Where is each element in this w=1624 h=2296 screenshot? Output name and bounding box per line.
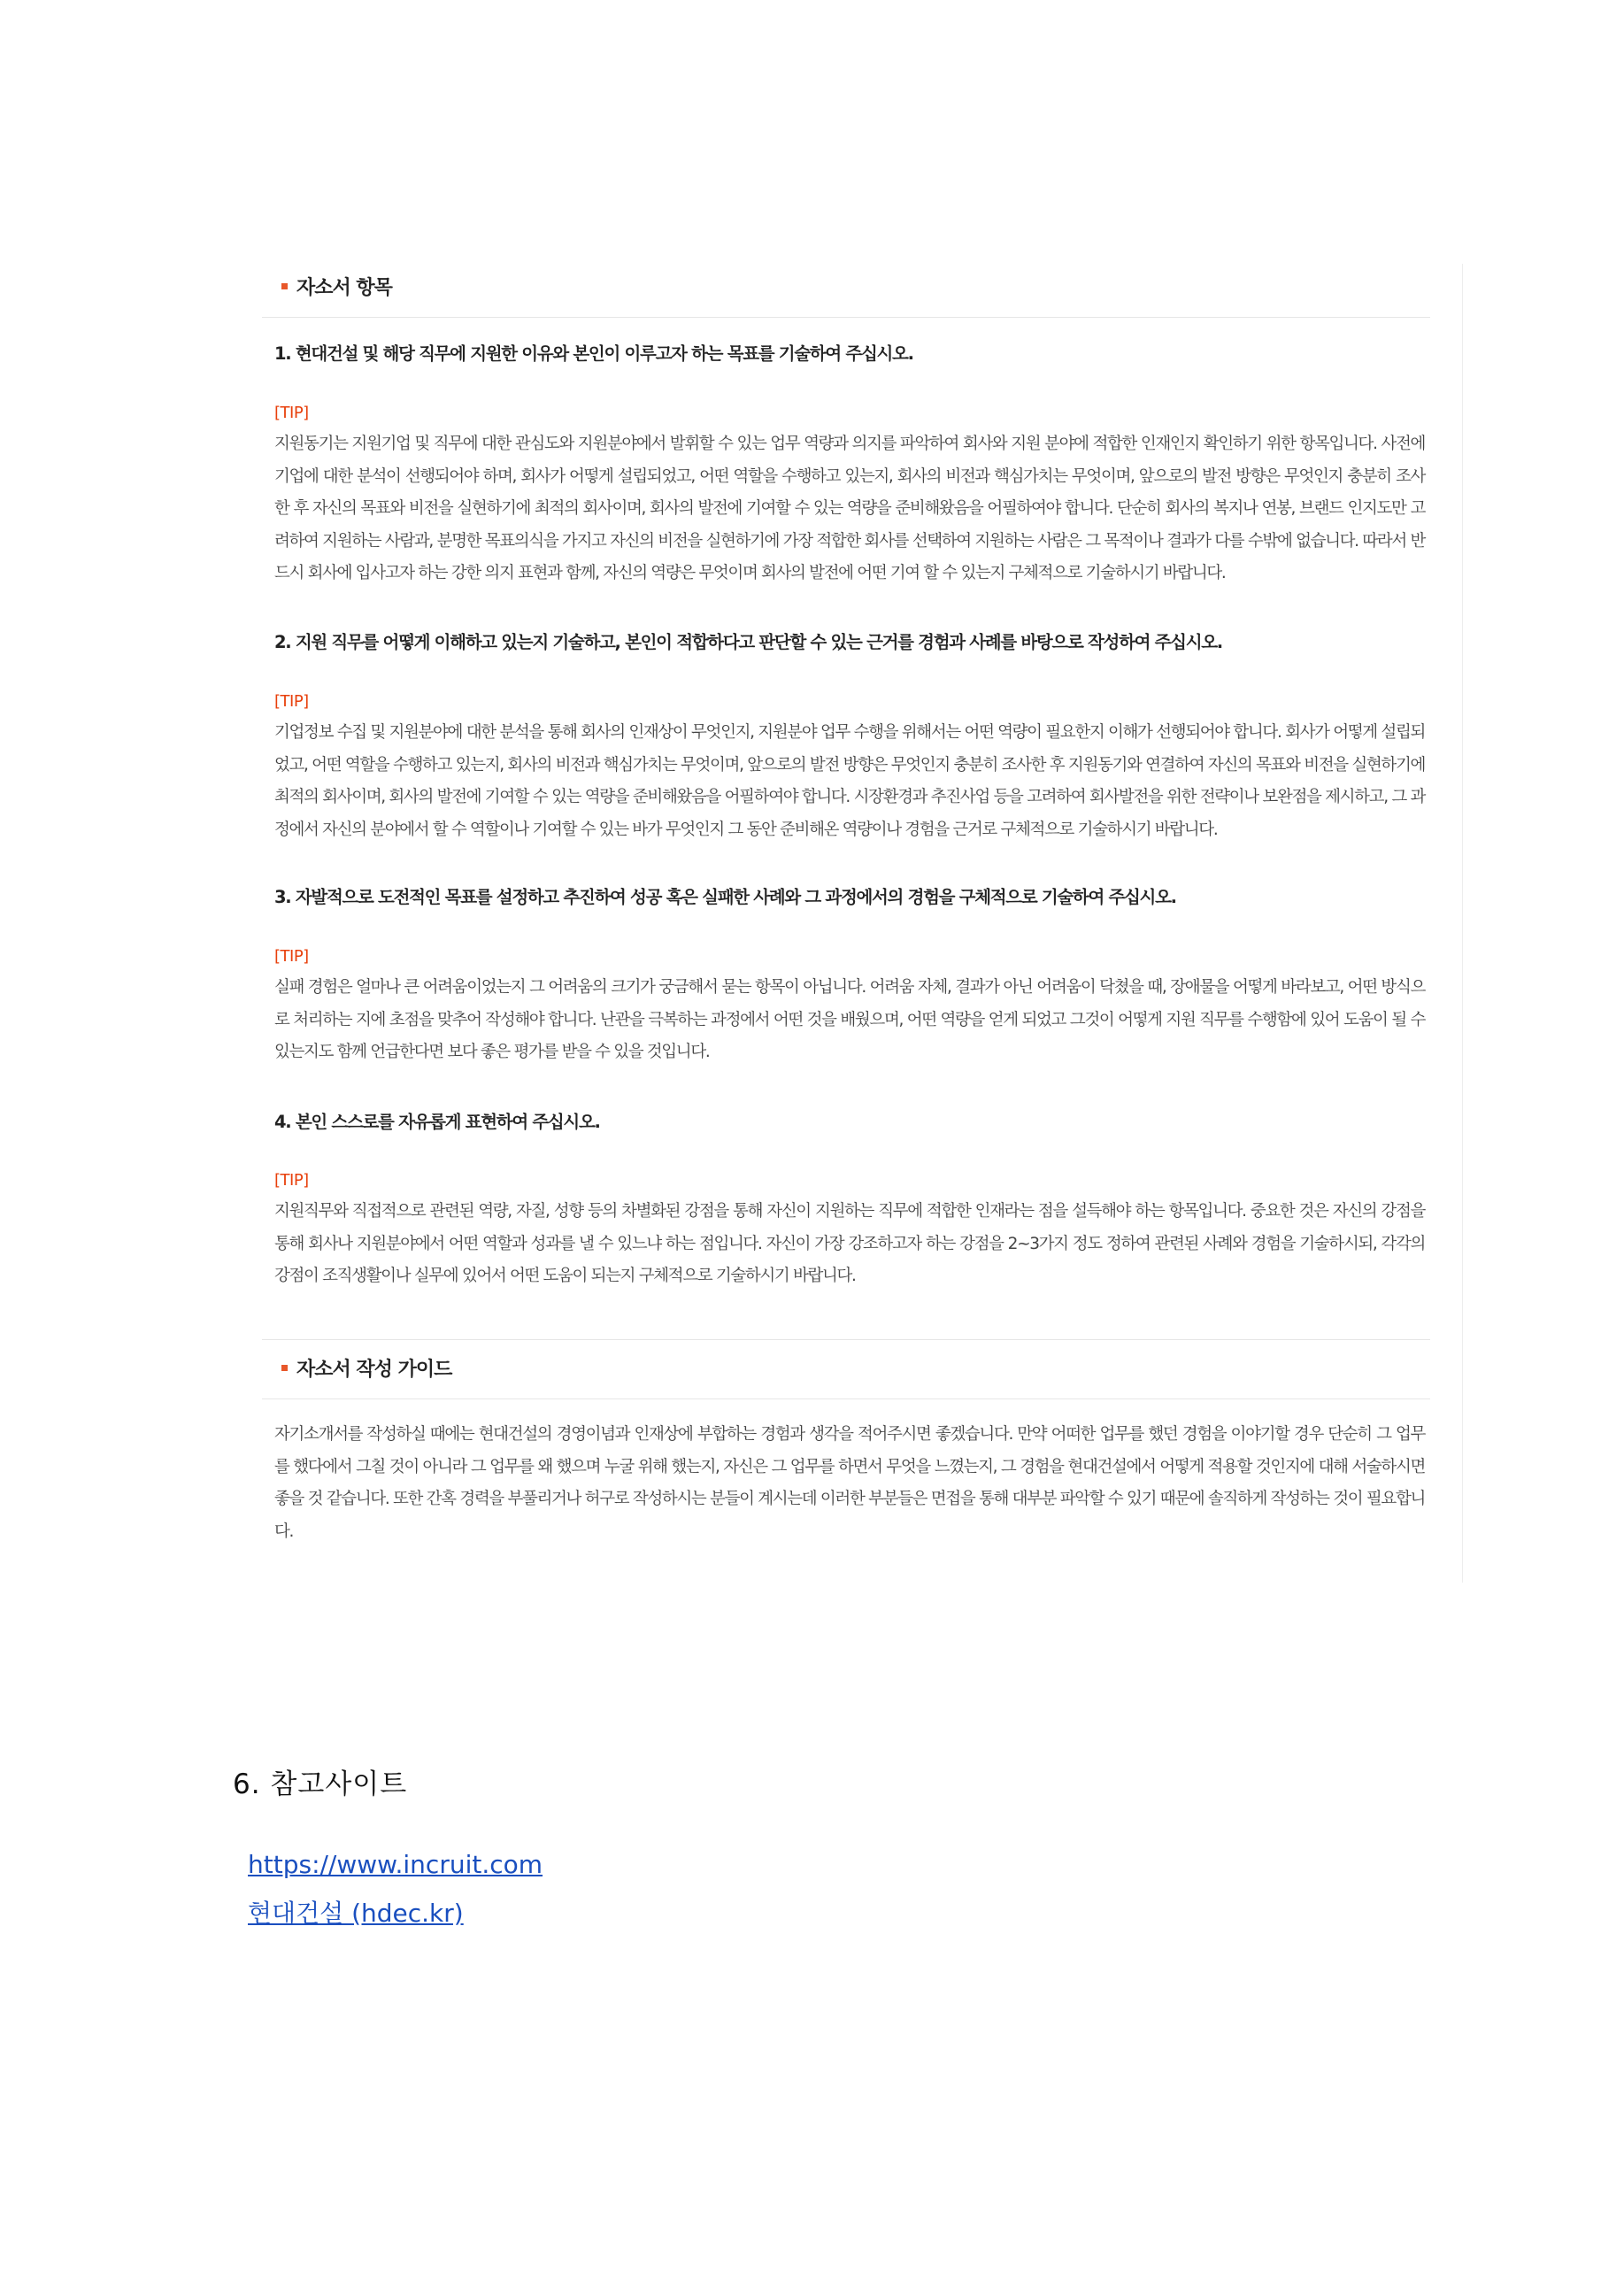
tip-text-1: 지원동기는 지원기업 및 직무에 대한 관심도와 지원분야에서 발휘할 수 있는 업무 역량과 의지를 파악하여 회사와 지원 분야에 적합한 인재인지 확인하기 위한 항목입니다. 사전에 기업에 대한 분석이 선행되어야 하며, 회사가 어떻게 설립되었고, 어떤 역할을 수행하고 있는지, 회사의 비전과 핵심가치는 무엇이며, 앞으로의 발전 방향은 무엇인지 충분히 조사한 후 자신의 목표와 비전을 실현하기에 최적의 회사이며, 회사의 발전에 기여할 수 있는 역량을 준비해왔음을 어필하여야 합니다. 단순히 회사의 복지나 연봉, 브랜드 인지도만 고려하여 지원하는 사람과, 분명한 목표의식을 가지고 자신의 비전을 실현하기에 가장 적합한 회사를 선택하여 지원하는 사람은 그 목적이나 결과가 다를 수밖에 없습니다. 따라서 반드시 회사에 입사고자 하는 강한 의지 표현과 함께, 자신의 역량은 무엇이며 회사의 발전에 어떤 기여 할 수 있는지 구체적으로 기술하시기 바랍니다. — [274, 435, 1425, 582]
question-3: 3. 자발적으로 도전적인 목표를 설정하고 추진하여 성공 혹은 실패한 사례와 그 과정에서의 경험을 구체적으로 기술하여 주십시오. — [274, 887, 1176, 907]
tip-text-2: 기업정보 수집 및 지원분야에 대한 분석을 통해 회사의 인재상이 무엇인지, 지원분야 업무 수행을 위해서는 어떤 역량이 필요한지 이해가 선행되어야 합니다. 회사가 어떻게 설립되었고, 어떤 역할을 수행하고 있는지, 회사의 비전과 핵심가치는 무엇이며, 앞으로의 발전 방향은 무엇인지 충분히 조사한 후 지원동기와 연결하여 자신의 목표와 비전을 실현하기에 최적의 회사이며, 회사의 발전에 기여할 수 있는 역량을 준비해왔음을 어필하여야 합니다. 시장환경과 추진사업 등을 고려하여 회사발전을 위한 전략이나 보완점을 제시하고, 그 과정에서 자신의 분야에서 할 수 역할이나 기여할 수 있는 바가 무엇인지 그 동안 준비해온 역량이나 경험을 근거로 구체적으로 기술하시기 바랍니다. — [274, 723, 1425, 839]
hdec-link[interactable]: 현대건설 (hdec.kr) — [248, 1899, 464, 1928]
incruit-link[interactable]: https://www.incruit.com — [248, 1850, 543, 1879]
bullet-icon — [281, 283, 288, 289]
question-2: 2. 지원 직무를 어떻게 이해하고 있는지 기술하고, 본인이 적합하다고 판단할 수 있는 근거를 경험과 사례를 바탕으로 작성하여 주십시오. — [274, 632, 1222, 652]
essay-items-title: 자소서 항목 — [281, 273, 392, 300]
question-1: 1. 현대건설 및 해당 직무에 지원한 이유와 본인이 이루고자 하는 목표를 기술하여 주십시오. — [274, 343, 913, 364]
writing-guide-title: 자소서 작성 가이드 — [281, 1354, 451, 1382]
tip-label-1: [TIP] — [274, 404, 309, 422]
tip-text-4: 지원직무와 직접적으로 관련된 역량, 자질, 성향 등의 차별화된 강점을 통해 자신이 지원하는 직무에 적합한 인재라는 점을 설득해야 하는 항목입니다. 중요한 것은 자신의 강점을 통해 회사나 지원분야에서 어떤 역할과 성과를 낼 수 있느냐 하는 점입니다. 자신이 가장 강조하고자 하는 강점을 2~3가지 정도 정하여 관련된 사례와 경험을 기술하시되, 각각의 강점이 조직생활이나 실무에 있어서 어떤 도움이 되는지 구체적으로 기술하시기 바랍니다. — [274, 1202, 1425, 1285]
tip-label-2: [TIP] — [274, 692, 309, 711]
question-4: 4. 본인 스스로를 자유롭게 표현하여 주십시오. — [274, 1112, 600, 1132]
tip-label-4: [TIP] — [274, 1171, 309, 1190]
writing-guide-text: 자기소개서를 작성하실 때에는 현대건설의 경영이념과 인재상에 부합하는 경험과 생각을 적어주시면 좋겠습니다. 만약 어떠한 업무를 했던 경험을 이야기할 경우 단순히 그 업무를 했다에서 그칠 것이 아니라 그 업무를 왜 했으며 누굴 위해 했는지, 자신은 그 업무를 하면서 무엇을 느꼈는지, 그 경험을 현대건설에서 어떻게 적용할 것인지에 대해 서술하시면 좋을 것 같습니다. 또한 간혹 경력을 부풀리거나 허구로 작성하시는 분들이 계시는데 이러한 부분들은 면접을 통해 대부분 파악할 수 있기 때문에 솔직하게 작성하는 것이 필요합니다. — [274, 1425, 1425, 1541]
essay-guide-card — [262, 264, 1463, 1583]
reference-sites-heading: 6. 참고사이트 — [233, 1768, 408, 1800]
divider — [262, 317, 1430, 318]
divider — [262, 1339, 1430, 1340]
bullet-icon — [281, 1365, 288, 1371]
tip-label-3: [TIP] — [274, 947, 309, 966]
divider — [262, 1398, 1430, 1399]
tip-text-3: 실패 경험은 얼마나 큰 어려움이었는지 그 어려움의 크기가 궁금해서 묻는 항목이 아닙니다. 어려움 자체, 결과가 아닌 어려움이 닥쳤을 때, 장애물을 어떻게 바라보고, 어떤 방식으로 처리하는 지에 초점을 맞추어 작성해야 합니다. 난관을 극복하는 과정에서 어떤 것을 배웠으며, 어떤 역량을 얻게 되었고 그것이 어떻게 지원 직무를 수행함에 있어 도움이 될 수 있는지도 함께 언급한다면 보다 좋은 평가를 받을 수 있을 것입니다. — [274, 978, 1425, 1061]
